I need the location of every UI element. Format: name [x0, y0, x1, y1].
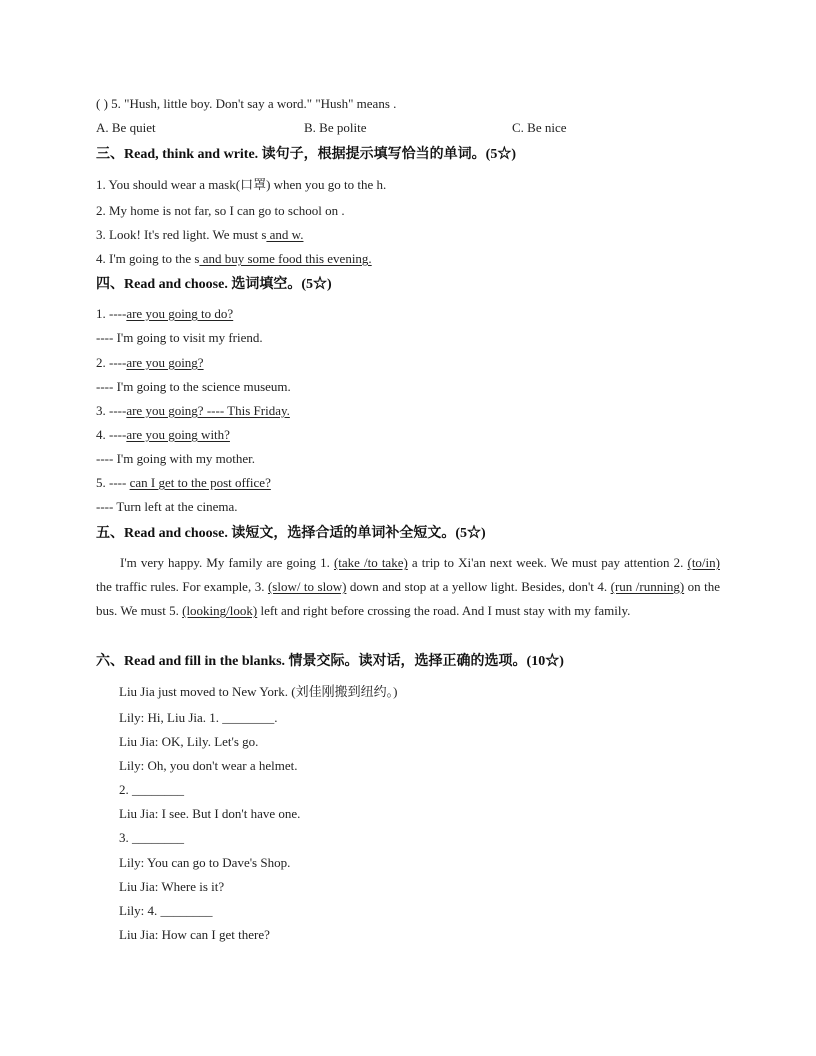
section-4-heading: 四、Read and choose. 选词填空。(5☆)	[96, 277, 332, 292]
dialogue-line-2: Liu Jia: OK, Lily. Let's go.	[119, 734, 259, 749]
dialogue-line-7: Lily: You can go to Dave's Shop.	[119, 855, 291, 870]
dialogue-intro: Liu Jia just moved to New York. (刘佳刚搬到纽约。)	[119, 684, 398, 699]
option-b: B. Be polite	[304, 120, 367, 135]
section-4-line-3: 2. ----are you going?	[96, 355, 204, 370]
dialogue-line-8: Liu Jia: Where is it?	[119, 879, 225, 894]
option-c: C. Be nice	[512, 120, 567, 135]
choice-5: (looking/look)	[182, 603, 258, 618]
section-3-item-4: 4. I'm going to the s and buy some food this evening.	[96, 251, 372, 266]
dialogue-line-3: Lily: Oh, you don't wear a helmet.	[119, 758, 298, 773]
section-4-line-7: ---- I'm going with my mother.	[96, 451, 256, 466]
dialogue-line-10: Liu Jia: How can I get there?	[119, 927, 270, 942]
section-3-item-3: 3. Look! It's red light. We must s and w.	[96, 227, 304, 242]
section-5-heading: 五、Read and choose. 读短文，选择合适的单词补全短文。(5☆)	[96, 526, 486, 541]
section-4-line-8: 5. ---- can I get to the post office?	[96, 475, 271, 490]
section-3-item-1: 1. You should wear a mask(口罩) when you go to the h.	[96, 177, 387, 192]
section-4-line-1: 1. ----are you going to do?	[96, 306, 234, 321]
section-4-line-9: ---- Turn left at the cinema.	[96, 499, 238, 514]
section-5-passage: I'm very happy. My family are going 1. (take /to take) a trip to Xi'an next week. We must pay attention 2. (to/in) the traffic rules. For example, 3. (slow/ to slow) down and stop at a yellow light. Besides, don't 4. (run /running) on the bus. We must 5. (looking/look) left and right before crossing the road. And I must stay with my family.	[96, 555, 721, 618]
choice-4: (run /running)	[610, 579, 685, 594]
choice-1: (take /to take)	[333, 555, 408, 570]
section-4-line-2: ---- I'm going to visit my friend.	[96, 330, 263, 345]
dialogue-line-5: Liu Jia: I see. But I don't have one.	[119, 806, 301, 821]
section-3-item-2: 2. My home is not far, so I can go to school on .	[96, 203, 345, 218]
section-3-heading: 三、Read, think and write. 读句子，根据提示填写恰当的单词。(5☆)	[96, 147, 517, 162]
section-4-line-5: 3. ----are you going? ---- This Friday.	[96, 403, 290, 418]
dialogue-blank-3: 3. ________	[119, 830, 184, 845]
dialogue-line-9: Lily: 4. ________	[119, 903, 213, 918]
choice-2: (to/in)	[687, 555, 720, 570]
section-6-heading: 六、Read and fill in the blanks. 情景交际。读对话，选择正确的选项。(10☆)	[96, 654, 564, 669]
dialogue-line-1: Lily: Hi, Liu Jia. 1. ________.	[119, 710, 278, 725]
choice-3: (slow/ to slow)	[267, 579, 347, 594]
section-4-line-6: 4. ----are you going with?	[96, 427, 230, 442]
option-a: A. Be quiet	[96, 120, 156, 135]
dialogue-blank-2: 2. ________	[119, 782, 184, 797]
section-4-line-4: ---- I'm going to the science museum.	[96, 379, 291, 394]
question-5-stem: ( ) 5. "Hush, little boy. Don't say a word." "Hush" means .	[96, 96, 397, 111]
